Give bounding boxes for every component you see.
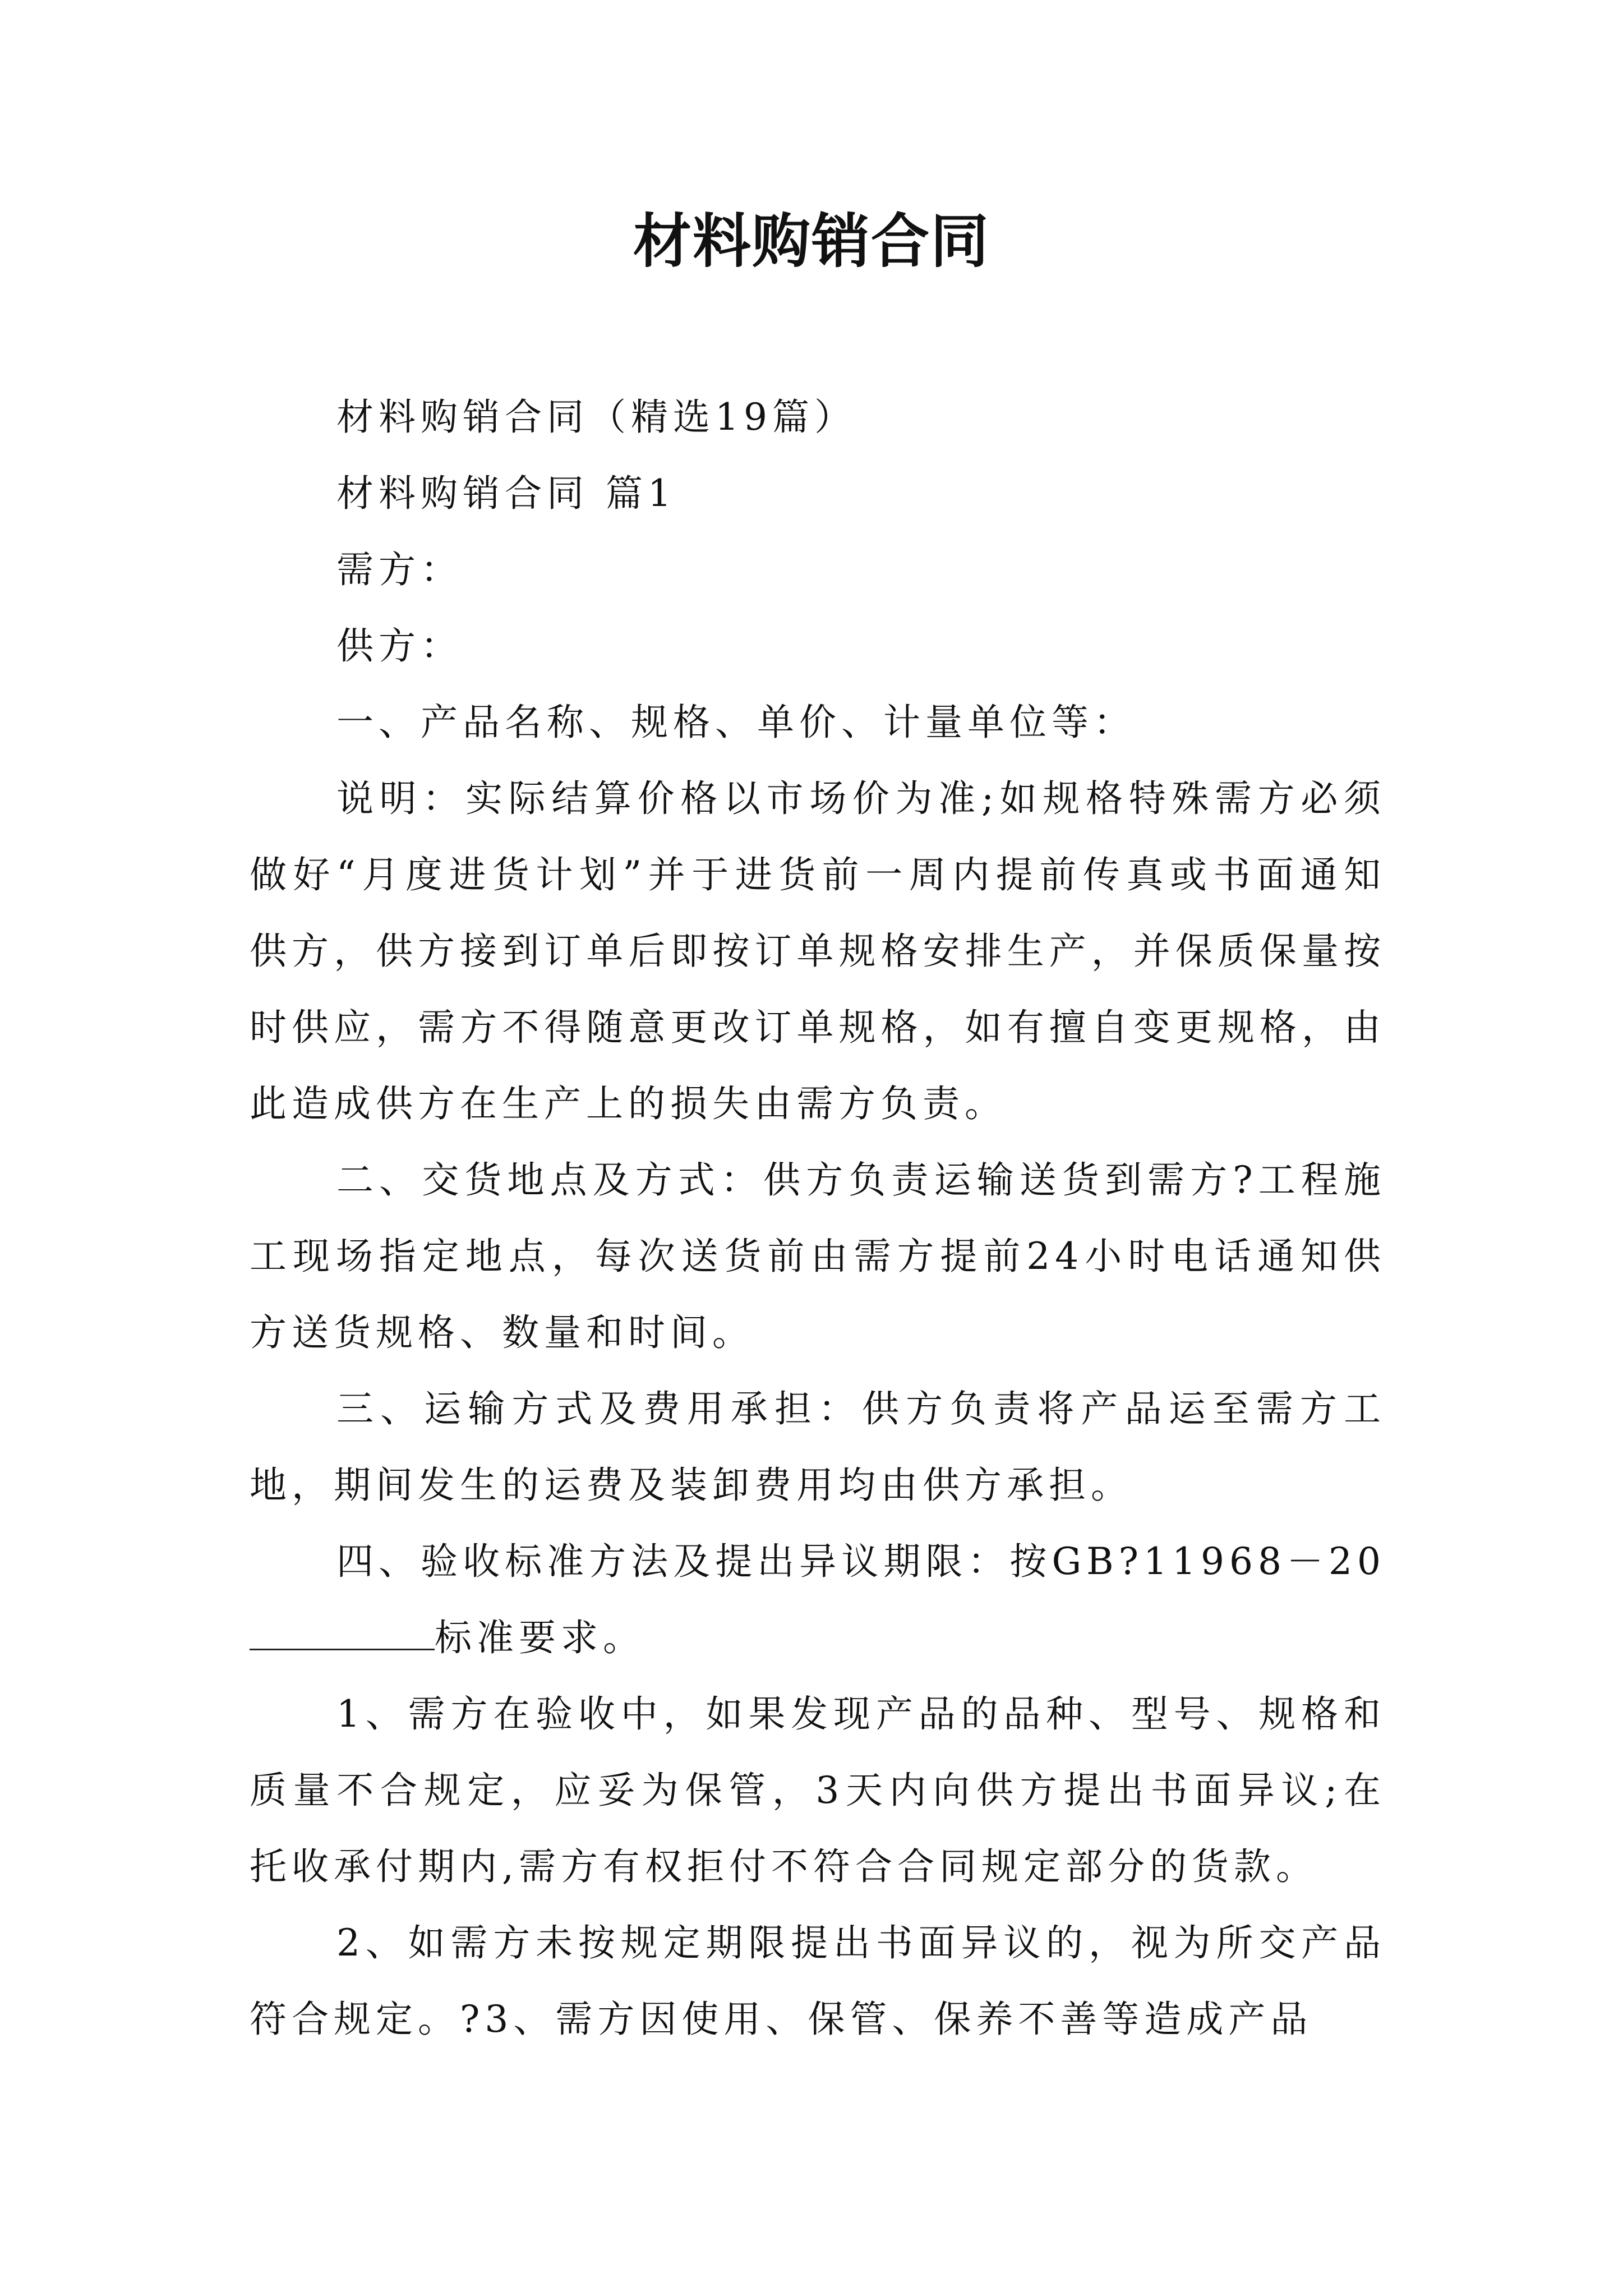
paragraph-buyer: 需方：	[336, 548, 463, 591]
paragraph-section-heading: 材料购销合同 篇1	[336, 472, 676, 515]
paragraph-supplier: 供方：	[336, 624, 463, 668]
paragraph-item-2: 2、如需方未按规定期限提出书面异议的，视为所交产品符合规定。?3、需方因使用、保管、保养不善等造成产品	[250, 1921, 1386, 2041]
paragraph-item-1: 1、需方在验收中，如果发现产品的品种、型号、规格和质量不合规定，应妥为保管，3天内向供方提出书面异议;在托收承付期内,需方有权拒付不符合合同规定部分的货款。	[250, 1692, 1386, 1888]
paragraph-clause-2: 二、交货地点及方式：供方负责运输送货到需方?工程施工现场指定地点，每次送货前由需方提前24小时电话通知供方送货规格、数量和时间。	[250, 1158, 1386, 1354]
paragraph-clause-3: 三、运输方式及费用承担：供方负责将产品运至需方工地，期间发生的运费及装卸费用均由供方承担。	[250, 1387, 1386, 1507]
paragraph-clause-4	[250, 1524, 1386, 1676]
document-title: 材料购销合同	[633, 207, 990, 275]
paragraph-explanation: 说明：实际结算价格以市场价为准;如规格特殊需方必须做好“月度进货计划”并于进货前一周内提前传真或书面通知供方，供方接到订单后即按订单规格安排生产，并保质保量按时供应，需方不得随意更改订单规格，如有擅自变更规格，由此造成供方在生产上的损失由需方负责。	[250, 777, 1386, 1125]
blank-underline	[250, 1617, 435, 1650]
document-body	[250, 379, 1386, 2058]
paragraph-clause-1: 一、产品名称、规格、单价、计量单位等：	[336, 701, 1136, 744]
clause-4-text-after: 标准要求。	[435, 1616, 645, 1659]
paragraph-collection-title: 材料购销合同（精选19篇）	[336, 395, 856, 439]
clause-4-text-before: 四、验收标准方法及提出异议期限：按GB?11968－20	[336, 1540, 1386, 1583]
